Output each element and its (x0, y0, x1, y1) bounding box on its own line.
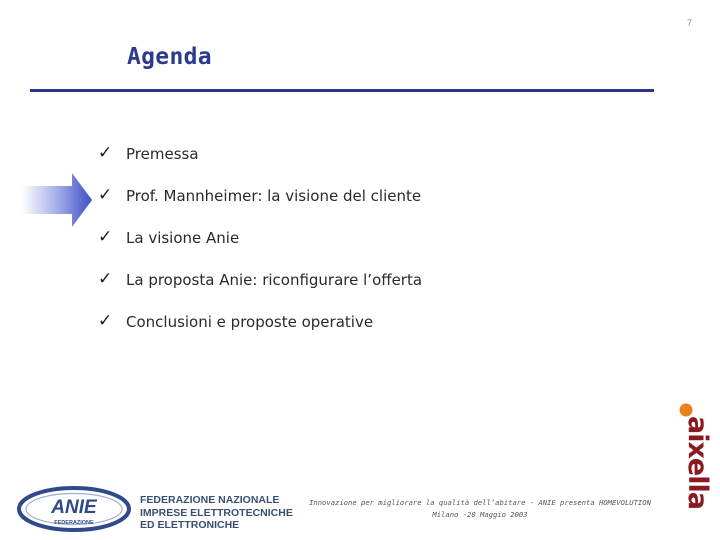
organization-name-line: IMPRESE ELETTROTECNICHE (140, 506, 293, 519)
checkmark-icon: ✓ (98, 143, 113, 163)
footer-note (300, 497, 660, 521)
agenda-item-premessa (98, 143, 422, 185)
aixella-logo-text: aixella (682, 416, 713, 509)
agenda-item-proposta-anie (98, 269, 422, 311)
agenda-item-mannheimer (98, 185, 422, 227)
agenda-item-visione-anie (98, 227, 422, 269)
checkmark-icon: ✓ (98, 227, 113, 247)
current-item-arrow-icon (22, 173, 92, 227)
checkmark-icon: ✓ (98, 311, 113, 331)
agenda-item-label: La visione Anie (126, 229, 240, 247)
checkmark-icon: ✓ (98, 185, 113, 205)
footer-note-date: Milano -20 Maggio 2003 (432, 510, 528, 519)
slide-title: Agenda (127, 44, 212, 70)
organization-name-line: ED ELETTRONICHE (140, 519, 240, 531)
anie-logo-subtext: FEDERAZIONE (54, 520, 94, 526)
agenda-item-label: Prof. Mannheimer: la visione del cliente (126, 187, 422, 205)
agenda-item-label: Premessa (126, 145, 199, 163)
title-divider (30, 89, 654, 92)
anie-logo (16, 484, 134, 534)
agenda-item-label: La proposta Anie: riconfigurare l’offerta (126, 271, 423, 289)
organization-name (140, 494, 293, 532)
checkmark-icon: ✓ (98, 269, 113, 289)
agenda-item-conclusioni (98, 311, 422, 353)
page-number: 7 (686, 18, 692, 28)
aixella-logo (676, 402, 716, 538)
agenda-list (98, 143, 422, 353)
agenda-item-label: Conclusioni e proposte operative (126, 313, 374, 331)
footer-note-event: Innovazione per migliorare la qualità dell’abitare - ANIE presenta HOMEVOLUTION (309, 498, 651, 507)
brand-orange-dot-icon (680, 404, 693, 417)
organization-name-line: FEDERAZIONE NAZIONALE (140, 494, 280, 506)
anie-logo-text: ANIE (51, 497, 97, 518)
